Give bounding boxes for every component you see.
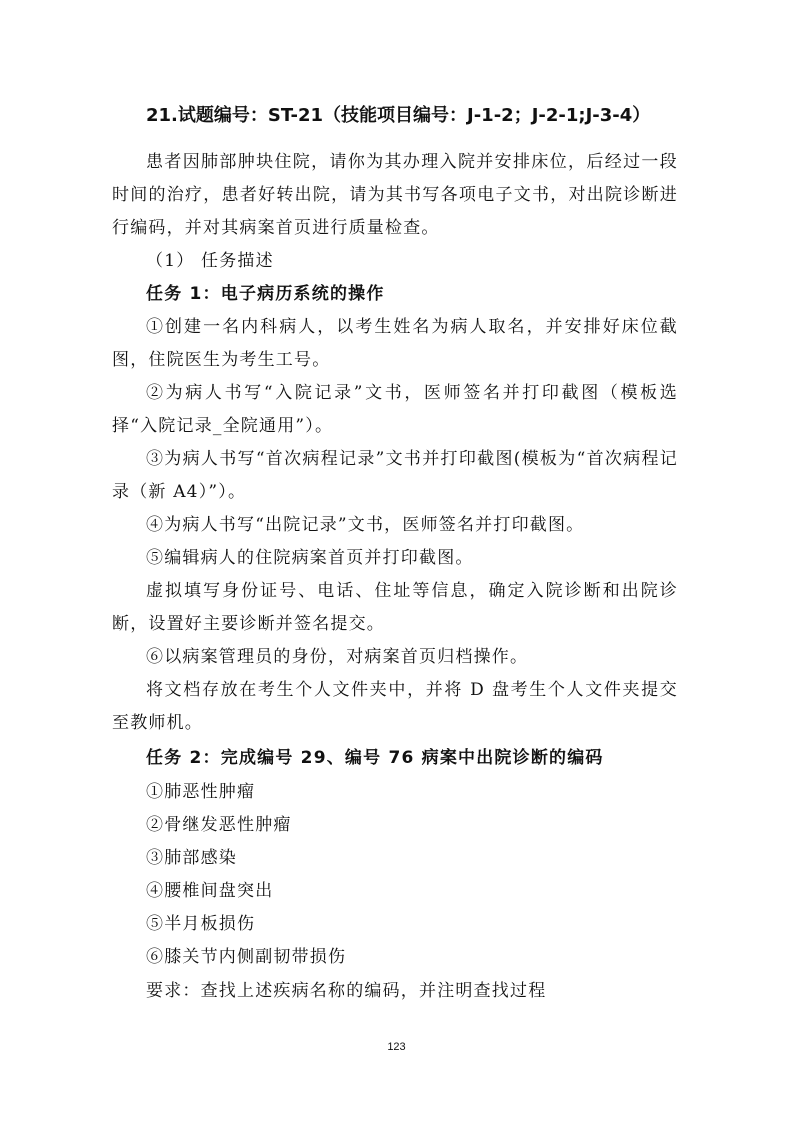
diagnosis-item-1: ①肺恶性肿瘤 [146,782,256,802]
task1-item-5: ⑤编辑病人的住院病案首页并打印截图。 [146,548,474,568]
task2-requirement: 要求：查找上述疾病名称的编码，并注明查找过程 [146,981,547,1001]
task1-item-1: ①创建一名内科病人，以考生姓名为病人取名，并安排好床位截图，住院医生为考生工号。 [112,317,678,370]
diagnosis-item-3: ③肺部感染 [146,848,237,868]
task1-item-5-note: 虚拟填写身份证号、电话、住址等信息，确定入院诊断和出院诊断，设置好主要诊断并签名提交。 [112,581,678,634]
diagnosis-item-4: ④腰椎间盘突出 [146,881,274,901]
task1-item-2: ②为病人书写“入院记录”文书，医师签名并打印截图（模板选择“入院记录_全院通用”）。 [112,383,678,436]
intro-paragraph: 患者因肺部肿块住院，请你为其办理入院并安排床位，后经过一段时间的治疗，患者好转出院，请为其书写各项电子文书，对出院诊断进行编码，并对其病案首页进行质量检查。 [112,152,678,238]
task1-item-3: ③为病人书写“首次病程记录”文书并打印截图(模板为“首次病程记录（新 A4）”）。 [112,449,678,502]
section-heading-task-description: （1） 任务描述 [146,251,274,271]
task1-heading: 任务 1：电子病历系统的操作 [146,284,385,304]
exam-title: 21.试题编号：ST-21（技能项目编号：J-1-2；J-2-1;J-3-4） [146,105,651,126]
task1-item-4: ④为病人书写“出院记录”文书，医师签名并打印截图。 [146,515,585,535]
task1-item-6: ⑥以病案管理员的身份，对病案首页归档操作。 [146,647,529,667]
diagnosis-item-2: ②骨继发恶性肿瘤 [146,815,292,835]
task2-heading: 任务 2：完成编号 29、编号 76 病案中出院诊断的编码 [146,748,604,768]
task1-submit-note: 将文档存放在考生个人文件夹中，并将 D 盘考生个人文件夹提交至教师机。 [112,680,678,733]
diagnosis-item-5: ⑤半月板损伤 [146,914,256,934]
diagnosis-item-6: ⑥膝关节内侧副韧带损伤 [146,947,347,967]
page-number: 123 [387,1041,406,1053]
